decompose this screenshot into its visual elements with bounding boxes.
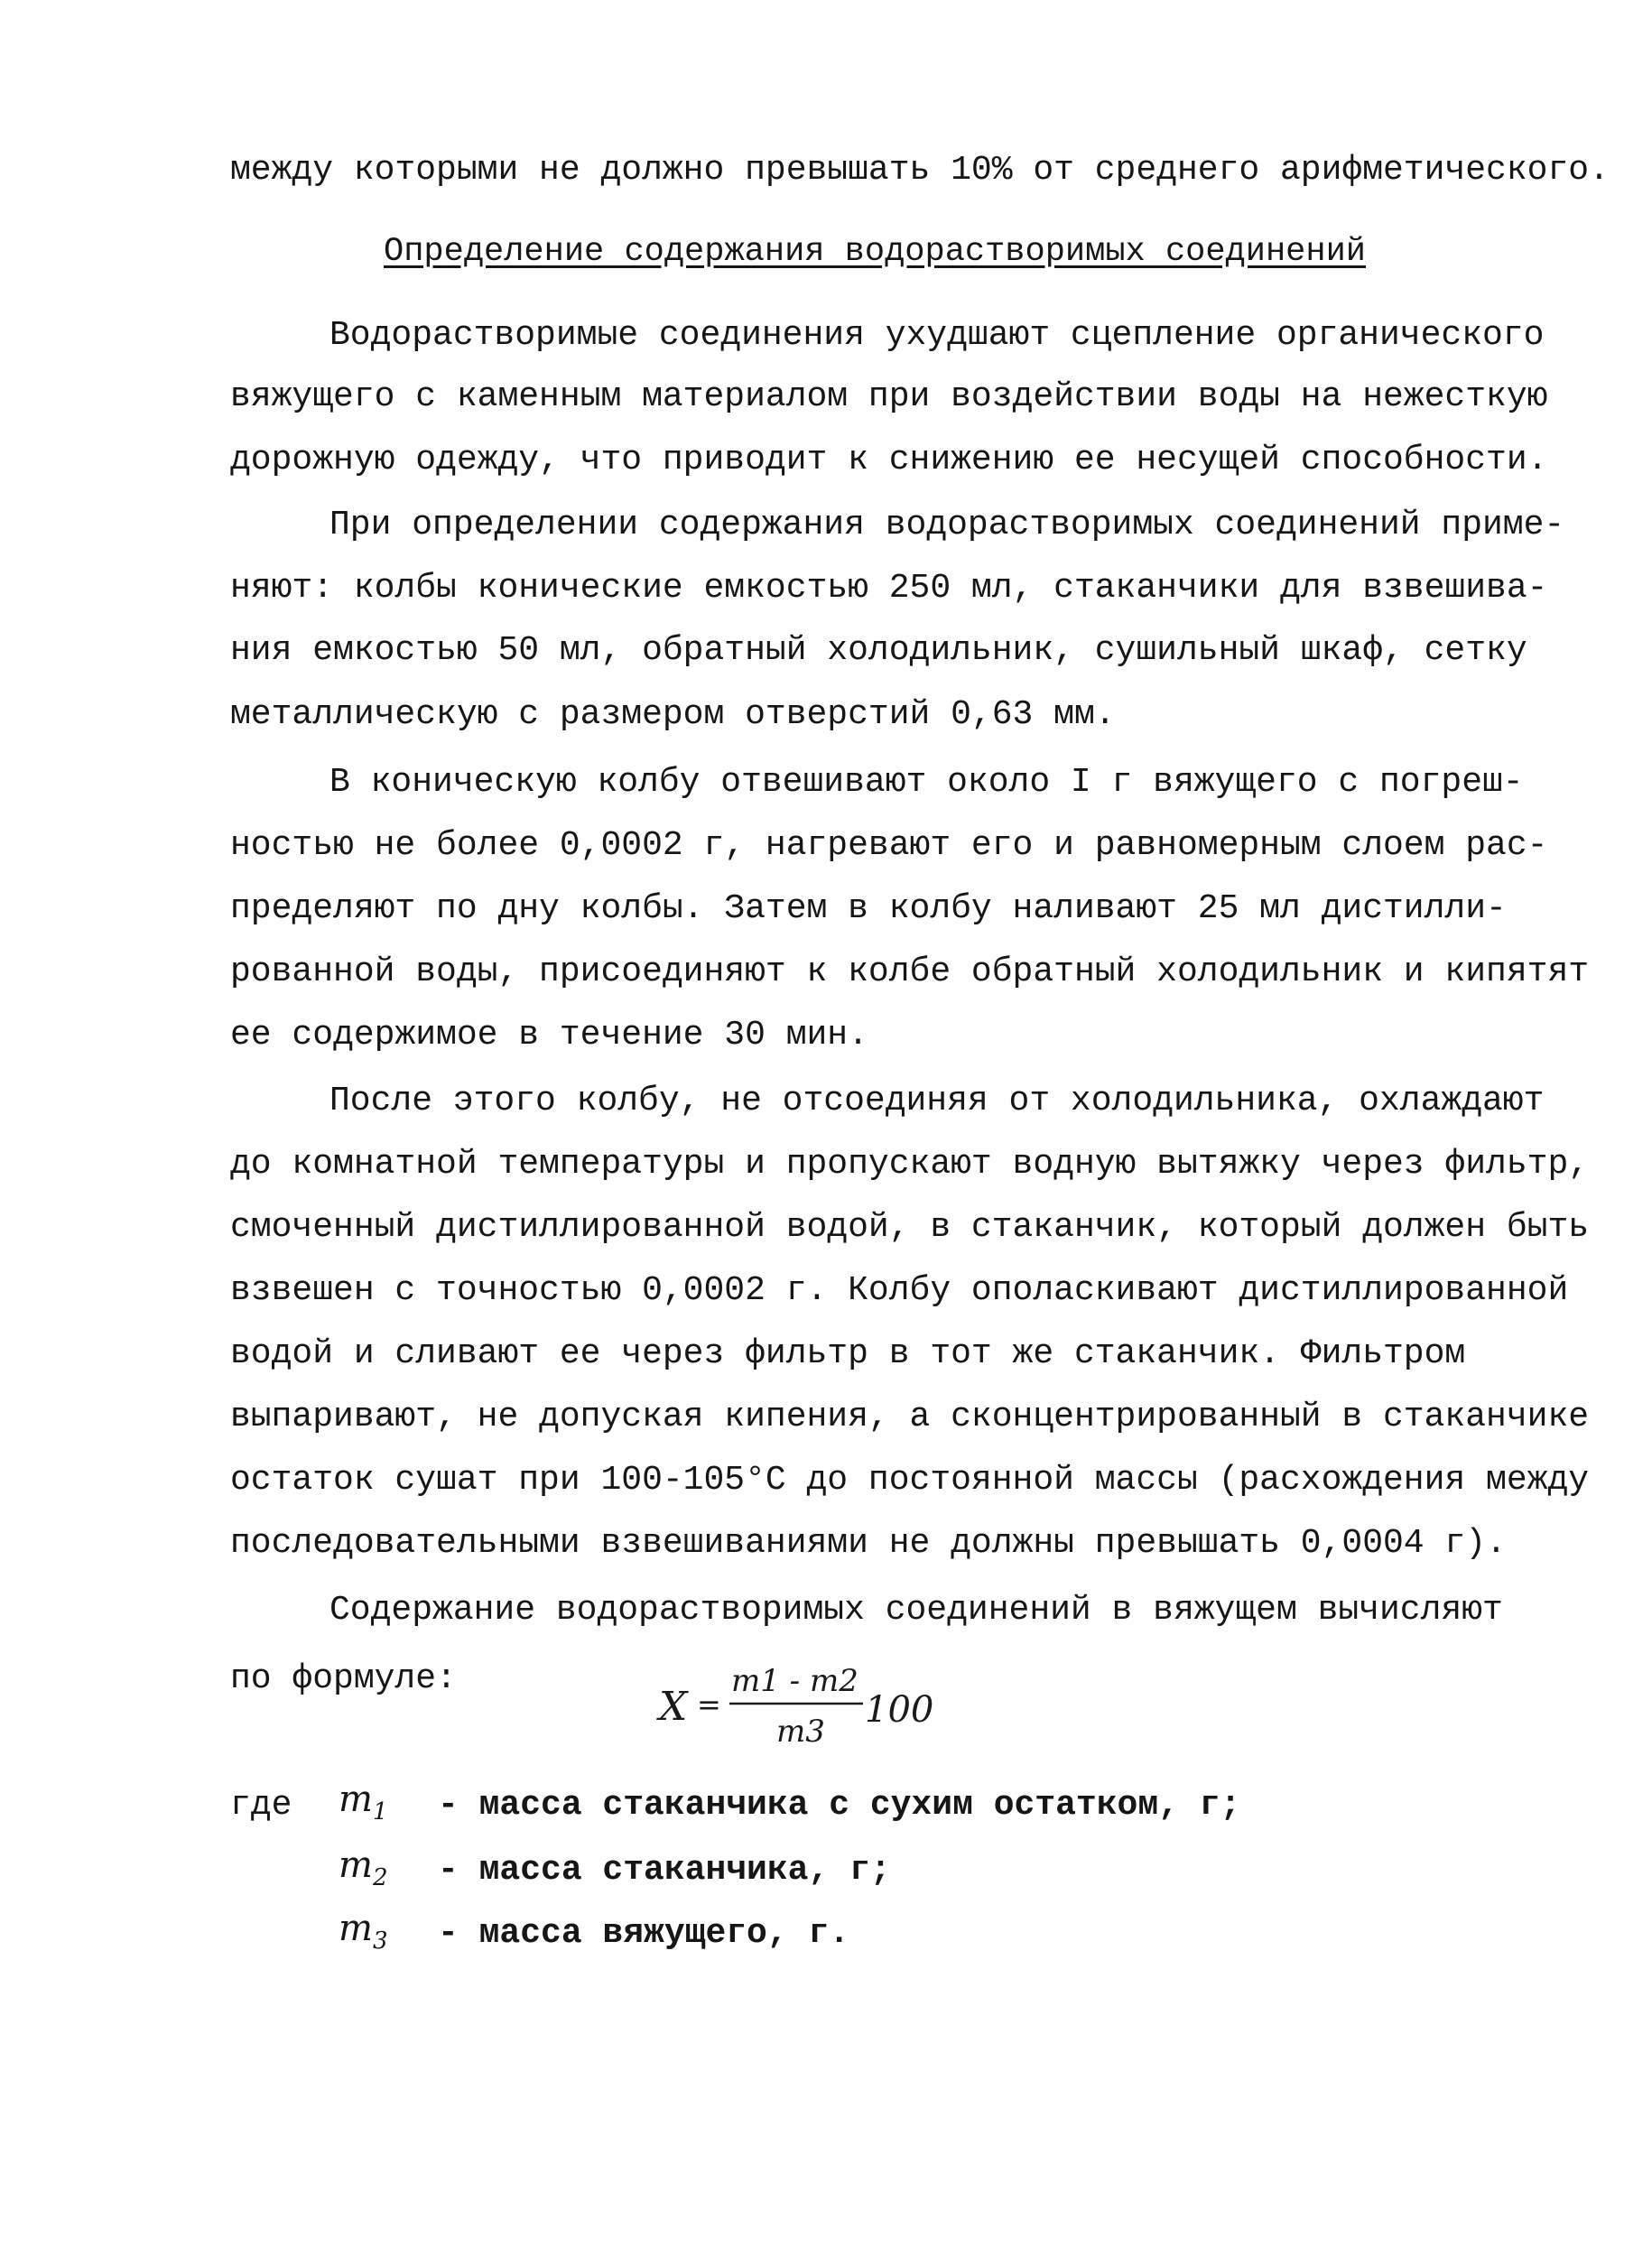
definition-m1: - масса стаканчика с сухим остатком, г; [438,1786,1241,1825]
text-line: дорожную одежду, что приводит к снижению ее несущей способности. [230,441,1548,479]
text-line: При определении содержания водорастворимых соединений приме- [329,506,1565,544]
formula-lhs: X [659,1684,688,1730]
formula-equals: = [697,1687,721,1722]
text-line: до комнатной температуры и пропускают водную вытяжку через фильтр, [230,1145,1590,1184]
text-line: ния емкостью 50 мл, обратный холодильник, сушильный шкаф, сетку [230,631,1527,670]
text-line: вяжущего с каменным материалом при воздействии воды на нежесткую [230,377,1548,416]
formula [650,1648,975,1765]
text-line: металлическую с размером отверстий 0,63 мм. [230,695,1116,734]
text-line: остаток сушат при 100-105°С до постоянной массы (расхождения между [230,1461,1590,1500]
text-line: выпаривают, не допуская кипения, а сконцентрированный в стаканчике [230,1398,1590,1436]
text-line: взвешен с точностью 0,0002 г. Колбу ополаскивают дистиллированной [230,1271,1569,1310]
text-line: между которыми не должно превышать 10% от среднего арифметического. [230,151,1610,190]
formula-factor: 100 [865,1689,934,1731]
text-line: Содержание водорастворимых соединений в вяжущем вычисляют [329,1591,1503,1630]
where-label: где [230,1786,292,1825]
text-line: ностью не более 0,0002 г, нагревают его и равномерным слоем рас- [230,826,1548,865]
text-line: После этого колбу, не отсоединяя от холодильника, охлаждают [329,1082,1545,1120]
text-line: Водорастворимые соединения ухудшают сцепление органического [329,316,1545,355]
formula-intro: по формуле: [230,1659,457,1698]
text-line: пределяют по дну колбы. Затем в колбу наливают 25 мл дистилли- [230,889,1507,928]
definition-m2: - масса стаканчика, г; [438,1851,891,1890]
symbol-m1: $m_1$ [339,1779,388,1825]
text-line: последовательными взвешиваниями не должны превышать 0,0004 г). [230,1524,1507,1563]
symbol-m3: $m_3$ [339,1908,388,1955]
text-line: смоченный дистиллированной водой, в стаканчик, который должен быть [230,1208,1590,1247]
text-line: В коническую колбу отвешивают около I г вяжущего с погреш- [329,763,1524,802]
text-line: няют: колбы конические емкостью 250 мл, стаканчики для взвешива- [230,569,1548,608]
text-line: водой и сливают ее через фильтр в тот же стаканчик. Фильтром [230,1334,1466,1373]
text-line: рованной воды, присоединяют к колбе обратный холодильник и кипятят [230,952,1590,991]
symbol-m2: $m_2$ [339,1844,388,1891]
definition-m3: - масса вяжущего, г. [438,1914,850,1953]
formula-numerator: m1 - m2 [731,1663,858,1699]
formula-denominator: m3 [776,1714,825,1750]
section-heading: Определение содержания водорастворимых соединений [384,233,1366,271]
text-line: ее содержимое в течение 30 мин. [230,1016,868,1054]
